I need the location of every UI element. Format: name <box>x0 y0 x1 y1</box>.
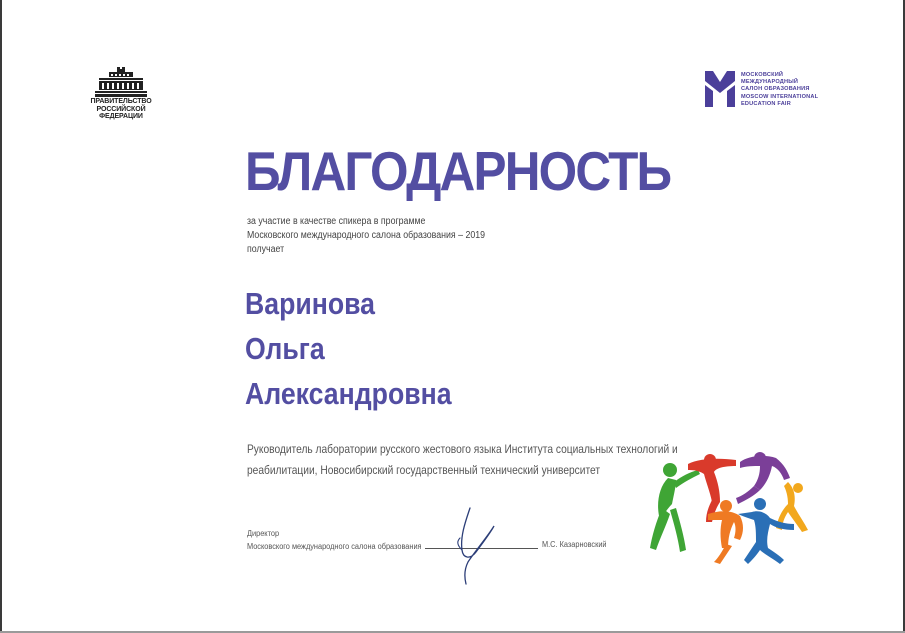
subtitle-line-3: получает <box>247 244 285 255</box>
signatory-title <box>247 527 422 553</box>
recipient-surname: Варинова <box>245 286 376 321</box>
fair-logo-line-4: MOSCOW INTERNATIONAL <box>741 93 819 100</box>
position-line-2: реабилитации, Новосибирский государственный технический университет <box>247 463 601 477</box>
m-logo-icon <box>705 71 735 107</box>
recipient-position <box>247 439 678 481</box>
government-logo <box>88 67 154 121</box>
fair-logo-line-1: МОСКОВСКИЙ <box>741 72 784 78</box>
recipient-patronymic: Александровна <box>245 376 452 411</box>
certificate-subtitle <box>247 215 485 257</box>
recipient-first-name: Ольга <box>245 331 325 366</box>
government-building-icon <box>95 67 147 97</box>
gov-logo-line-2: РОССИЙСКОЙ <box>96 105 146 113</box>
fair-logo-line-3: САЛОН ОБРАЗОВАНИЯ <box>741 86 810 93</box>
signatory-name: М.С. Казарновский <box>542 540 607 549</box>
fair-logo-line-5: EDUCATION FAIR <box>741 100 791 107</box>
signatory-title-line-2: Московского международного салона образования <box>247 542 422 551</box>
gov-logo-line-3: ФЕДЕРАЦИИ <box>99 113 143 120</box>
position-line-1: Руководитель лаборатории русского жестового языка Института социальных технологий и <box>247 442 678 456</box>
subtitle-line-2: Московского международного салона образования – 2019 <box>247 230 486 241</box>
education-fair-logo <box>705 71 835 107</box>
subtitle-line-1: за участие в качестве спикера в программе <box>247 216 426 227</box>
certificate-title: БЛАГОДАРНОСТЬ <box>245 140 671 202</box>
recipient-name <box>245 281 452 416</box>
left-border <box>0 0 2 633</box>
signature-image <box>452 506 502 586</box>
dancing-figures-illustration <box>648 448 818 566</box>
fair-logo-line-2: МЕЖДУНАРОДНЫЙ <box>741 79 799 86</box>
signatory-title-line-1: Директор <box>247 529 280 538</box>
gov-logo-line-1: ПРАВИТЕЛЬСТВО <box>90 98 152 105</box>
